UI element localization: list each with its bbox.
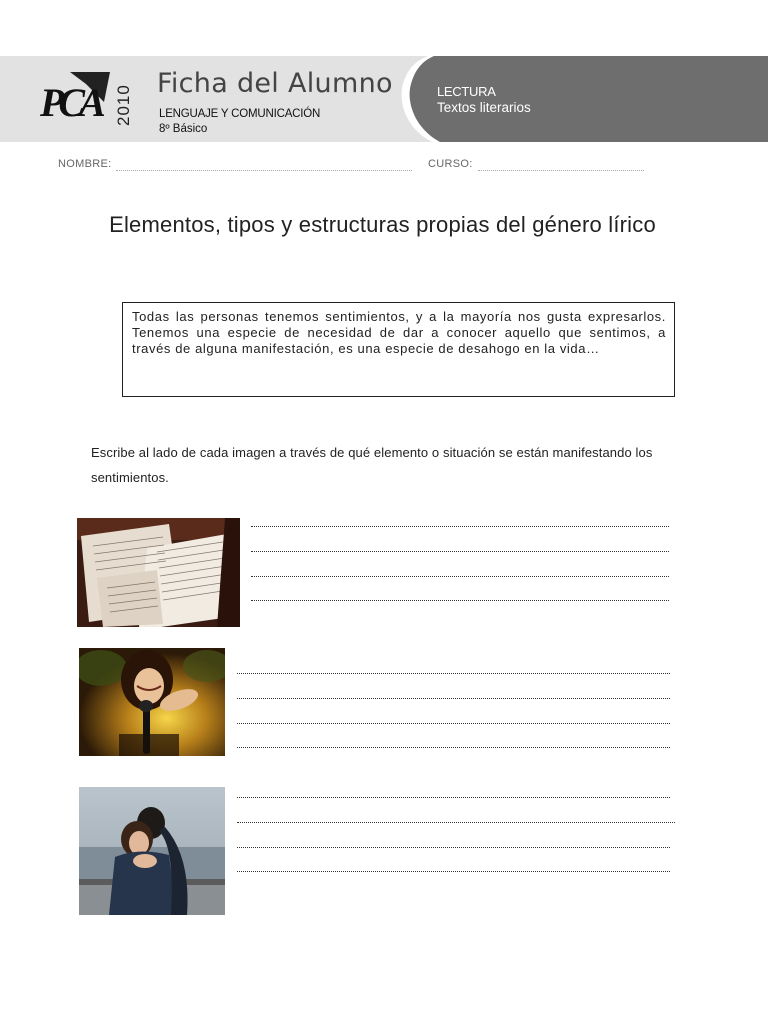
grade-label: 8º Básico <box>159 123 208 135</box>
instructions: Escribe al lado de cada imagen a través de qué elemento o situación se están manifestando los sentimientos. <box>91 445 653 485</box>
answer-line-1-3[interactable] <box>251 576 669 577</box>
section-topic: Textos literarios <box>437 100 531 115</box>
page-title: Ficha del Alumno <box>157 68 393 99</box>
answer-line-2-2[interactable] <box>237 698 670 699</box>
couple-embracing-photo <box>79 787 225 915</box>
handwritten-letters-photo <box>77 518 240 627</box>
subject-label: LENGUAJE Y COMUNICACIÓN <box>159 108 321 120</box>
name-field[interactable] <box>116 170 412 171</box>
answer-line-3-2[interactable] <box>237 822 675 823</box>
answer-line-2-3[interactable] <box>237 723 670 724</box>
worksheet-heading: Elementos, tipos y estructuras propias del género lírico <box>109 212 656 237</box>
answer-line-2-1[interactable] <box>237 673 670 674</box>
answer-line-3-4[interactable] <box>237 871 670 872</box>
name-label: NOMBRE: <box>58 158 112 170</box>
answer-line-3-3[interactable] <box>237 847 670 848</box>
singer-with-microphone-photo <box>79 648 225 756</box>
answer-line-1-1[interactable] <box>251 526 669 527</box>
course-field[interactable] <box>478 170 644 171</box>
answer-line-1-2[interactable] <box>251 551 669 552</box>
logo-year: 2010 <box>114 84 133 126</box>
answer-line-2-4[interactable] <box>237 747 670 748</box>
answer-line-3-1[interactable] <box>237 797 670 798</box>
section-label: LECTURA <box>437 84 496 99</box>
answer-line-1-4[interactable] <box>251 600 669 601</box>
pca-logo <box>38 68 134 134</box>
intro-box: Todas las personas tenemos sentimientos, y a la mayoría nos gusta expresarlos. Tenemos una especie de necesidad de dar a conocer aquello que sentimos, a través de alguna manifestación, es una especie de desahogo en la vida… <box>122 302 675 397</box>
logo-text: PCA <box>40 80 100 125</box>
course-label: CURSO: <box>428 158 473 170</box>
